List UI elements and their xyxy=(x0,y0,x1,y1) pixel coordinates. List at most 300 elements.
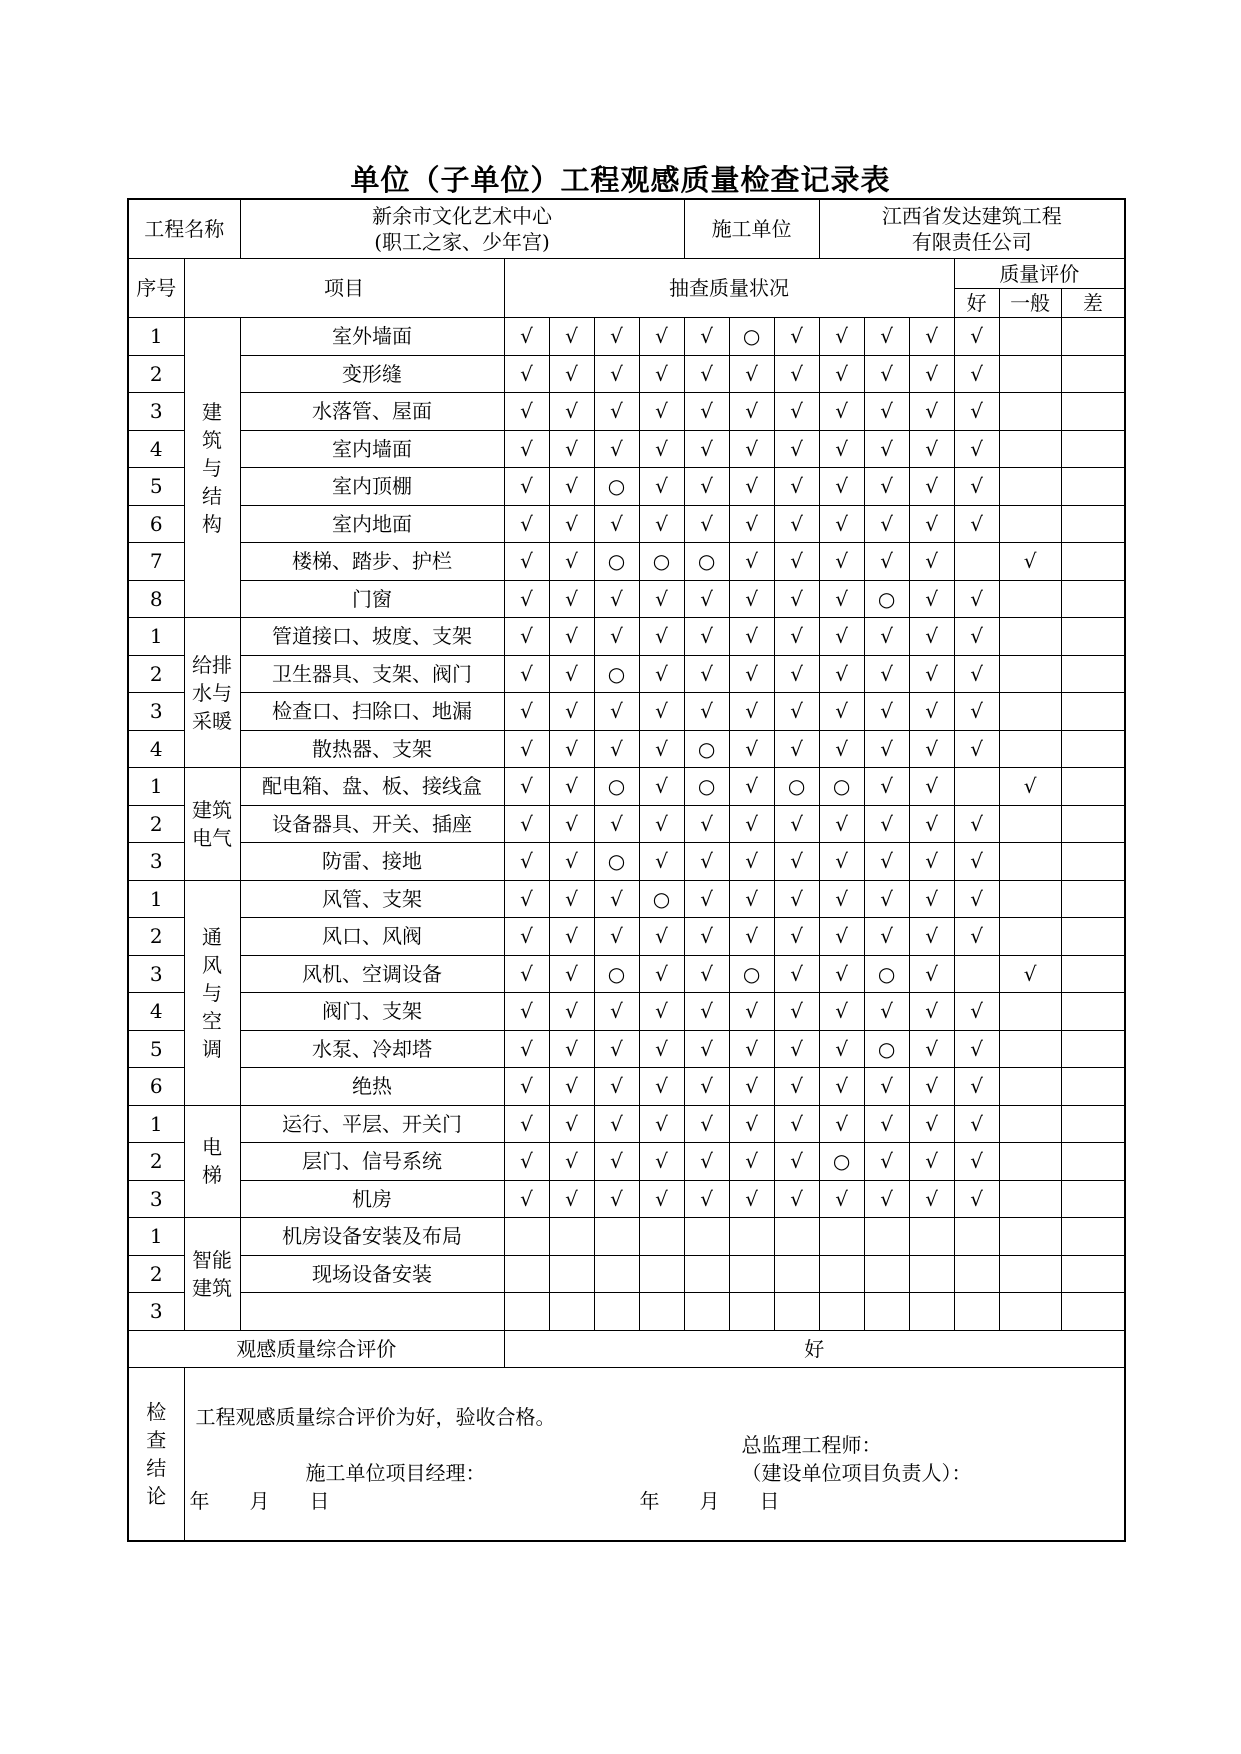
check-mark: √ xyxy=(684,918,729,956)
check-mark: √ xyxy=(639,918,684,956)
check-mark: √ xyxy=(774,355,819,393)
check-mark: √ xyxy=(819,955,864,993)
check-mark: √ xyxy=(729,580,774,618)
rating-fair: √ xyxy=(999,543,1061,581)
rating-good: √ xyxy=(954,693,999,731)
row-number: 5 xyxy=(128,468,184,506)
check-mark xyxy=(729,1293,774,1331)
check-mark: √ xyxy=(819,1068,864,1106)
rating-good: √ xyxy=(954,580,999,618)
check-mark: √ xyxy=(819,468,864,506)
check-mark: √ xyxy=(909,768,954,806)
check-mark: √ xyxy=(729,918,774,956)
check-mark: √ xyxy=(774,880,819,918)
check-mark: √ xyxy=(909,618,954,656)
check-mark: √ xyxy=(909,355,954,393)
check-mark: √ xyxy=(819,1105,864,1143)
check-mark: √ xyxy=(864,1143,909,1181)
item-name: 绝热 xyxy=(240,1068,504,1106)
check-mark: √ xyxy=(549,843,594,881)
check-mark: √ xyxy=(684,1030,729,1068)
category-cell xyxy=(184,1218,240,1331)
table-row xyxy=(128,768,1125,806)
check-mark: √ xyxy=(594,355,639,393)
item-name: 散热器、支架 xyxy=(240,730,504,768)
check-mark: √ xyxy=(504,843,549,881)
check-mark: √ xyxy=(639,1143,684,1181)
check-mark: √ xyxy=(504,355,549,393)
rating-good: √ xyxy=(954,1143,999,1181)
check-mark: √ xyxy=(549,580,594,618)
check-mark xyxy=(684,1218,729,1256)
item-name: 卫生器具、支架、阀门 xyxy=(240,655,504,693)
check-mark: ○ xyxy=(819,768,864,806)
check-mark: √ xyxy=(864,543,909,581)
rating-fair xyxy=(999,580,1061,618)
check-mark: √ xyxy=(774,843,819,881)
check-mark: ○ xyxy=(594,843,639,881)
check-mark xyxy=(774,1293,819,1331)
rating-good-header: 好 xyxy=(954,289,999,318)
check-mark: √ xyxy=(909,993,954,1031)
check-mark xyxy=(909,1218,954,1256)
check-mark: √ xyxy=(549,955,594,993)
rating-fair xyxy=(999,918,1061,956)
rating-header: 质量评价 xyxy=(954,259,1125,289)
check-mark: ○ xyxy=(864,955,909,993)
check-mark: √ xyxy=(639,805,684,843)
check-mark: √ xyxy=(504,430,549,468)
check-mark: √ xyxy=(504,993,549,1031)
row-number: 1 xyxy=(128,1218,184,1256)
check-mark: √ xyxy=(639,843,684,881)
check-mark: √ xyxy=(684,655,729,693)
rating-poor-header: 差 xyxy=(1061,289,1125,318)
row-number: 8 xyxy=(128,580,184,618)
item-name: 阀门、支架 xyxy=(240,993,504,1031)
check-mark: √ xyxy=(504,1068,549,1106)
check-mark: √ xyxy=(774,955,819,993)
check-mark: √ xyxy=(684,393,729,431)
item-name: 现场设备安装 xyxy=(240,1255,504,1293)
check-mark xyxy=(549,1255,594,1293)
row-number: 1 xyxy=(128,768,184,806)
rating-poor xyxy=(1061,993,1125,1031)
check-mark: √ xyxy=(774,993,819,1031)
row-number: 1 xyxy=(128,618,184,656)
check-mark: √ xyxy=(549,318,594,356)
check-mark: √ xyxy=(594,693,639,731)
check-mark: ○ xyxy=(639,880,684,918)
check-mark: √ xyxy=(639,1030,684,1068)
table-row xyxy=(128,580,1125,618)
rating-poor xyxy=(1061,843,1125,881)
check-mark: √ xyxy=(504,880,549,918)
rating-poor xyxy=(1061,1293,1125,1331)
item-name: 管道接口、坡度、支架 xyxy=(240,618,504,656)
date-left: 年 月 日 xyxy=(189,1488,330,1513)
check-mark: √ xyxy=(639,1105,684,1143)
check-mark: √ xyxy=(819,993,864,1031)
check-mark: √ xyxy=(909,318,954,356)
check-mark: √ xyxy=(684,468,729,506)
check-mark: √ xyxy=(864,430,909,468)
check-mark: √ xyxy=(594,430,639,468)
check-mark xyxy=(504,1293,549,1331)
builder-value xyxy=(819,199,1125,259)
check-mark: √ xyxy=(774,655,819,693)
check-mark xyxy=(819,1218,864,1256)
rating-fair xyxy=(999,430,1061,468)
check-mark: √ xyxy=(819,1030,864,1068)
check-mark: √ xyxy=(774,693,819,731)
check-mark: √ xyxy=(594,1105,639,1143)
rating-fair xyxy=(999,1255,1061,1293)
item-name: 配电箱、盘、板、接线盒 xyxy=(240,768,504,806)
check-mark: √ xyxy=(549,655,594,693)
row-number: 3 xyxy=(128,1293,184,1331)
check-mark: √ xyxy=(729,468,774,506)
check-mark: √ xyxy=(504,580,549,618)
check-mark: √ xyxy=(594,730,639,768)
category-cell xyxy=(184,768,240,881)
check-mark: √ xyxy=(639,618,684,656)
rating-poor xyxy=(1061,1030,1125,1068)
row-number: 3 xyxy=(128,955,184,993)
rating-fair xyxy=(999,355,1061,393)
check-mark: √ xyxy=(594,580,639,618)
check-mark: √ xyxy=(594,993,639,1031)
category-cell xyxy=(184,618,240,768)
category-label: 建筑与结构 xyxy=(202,399,222,536)
check-mark: ○ xyxy=(684,730,729,768)
item-name: 水落管、屋面 xyxy=(240,393,504,431)
table-row xyxy=(128,1068,1125,1106)
check-mark: √ xyxy=(774,1068,819,1106)
table-row xyxy=(128,318,1125,356)
check-mark xyxy=(639,1218,684,1256)
check-mark: √ xyxy=(504,693,549,731)
item-name: 室内墙面 xyxy=(240,430,504,468)
check-mark: ○ xyxy=(684,543,729,581)
check-mark: √ xyxy=(594,618,639,656)
check-mark: √ xyxy=(819,730,864,768)
check-mark: √ xyxy=(729,505,774,543)
rating-good: √ xyxy=(954,1030,999,1068)
row-number: 4 xyxy=(128,993,184,1031)
check-mark xyxy=(594,1293,639,1331)
rating-good: √ xyxy=(954,1068,999,1106)
check-mark: √ xyxy=(729,618,774,656)
check-mark: √ xyxy=(639,655,684,693)
rating-fair xyxy=(999,1180,1061,1218)
check-mark: √ xyxy=(729,1068,774,1106)
builder-line1: 江西省发达建筑工程 xyxy=(881,204,1062,228)
item-name: 水泵、冷却塔 xyxy=(240,1030,504,1068)
table-row xyxy=(128,505,1125,543)
check-mark: √ xyxy=(729,768,774,806)
check-mark: √ xyxy=(684,993,729,1031)
check-mark: √ xyxy=(639,1068,684,1106)
check-mark xyxy=(909,1293,954,1331)
check-mark: √ xyxy=(594,318,639,356)
check-mark: √ xyxy=(909,505,954,543)
pm-label: 施工单位项目经理： xyxy=(305,1460,486,1485)
table-row xyxy=(128,618,1125,656)
category-label: 智能建筑 xyxy=(192,1247,232,1300)
check-mark xyxy=(819,1293,864,1331)
item-name: 室外墙面 xyxy=(240,318,504,356)
table-row xyxy=(128,1180,1125,1218)
rating-good: √ xyxy=(954,1180,999,1218)
check-mark: √ xyxy=(504,768,549,806)
check-mark: √ xyxy=(684,318,729,356)
rating-poor xyxy=(1061,543,1125,581)
check-mark: √ xyxy=(774,1143,819,1181)
table-row xyxy=(128,393,1125,431)
rating-fair: √ xyxy=(999,768,1061,806)
table-row xyxy=(128,880,1125,918)
rating-poor xyxy=(1061,918,1125,956)
check-mark: √ xyxy=(774,468,819,506)
check-mark xyxy=(819,1255,864,1293)
check-mark: √ xyxy=(774,730,819,768)
rating-fair xyxy=(999,468,1061,506)
rating-fair: √ xyxy=(999,955,1061,993)
project-name-line2: (职工之家、少年宫) xyxy=(374,230,550,254)
rating-poor xyxy=(1061,880,1125,918)
check-mark: ○ xyxy=(594,655,639,693)
check-mark xyxy=(729,1218,774,1256)
check-mark: √ xyxy=(864,618,909,656)
check-mark: √ xyxy=(504,655,549,693)
check-mark: √ xyxy=(549,1180,594,1218)
check-mark: √ xyxy=(549,468,594,506)
check-mark: √ xyxy=(819,393,864,431)
check-mark: √ xyxy=(909,468,954,506)
check-mark: √ xyxy=(504,505,549,543)
row-number: 6 xyxy=(128,505,184,543)
check-mark: √ xyxy=(549,993,594,1031)
table-row xyxy=(128,430,1125,468)
check-mark: √ xyxy=(909,805,954,843)
check-mark: √ xyxy=(774,1030,819,1068)
category-label: 建筑电气 xyxy=(192,797,232,850)
check-mark: √ xyxy=(684,843,729,881)
check-mark: √ xyxy=(864,1180,909,1218)
check-mark: √ xyxy=(774,805,819,843)
check-mark xyxy=(729,1255,774,1293)
rating-fair xyxy=(999,993,1061,1031)
check-mark: √ xyxy=(774,1105,819,1143)
check-mark: √ xyxy=(729,1105,774,1143)
rating-fair xyxy=(999,618,1061,656)
check-mark: √ xyxy=(549,1068,594,1106)
row-number: 1 xyxy=(128,880,184,918)
check-mark: √ xyxy=(774,505,819,543)
check-mark: √ xyxy=(729,1143,774,1181)
check-mark: √ xyxy=(639,318,684,356)
check-mark: √ xyxy=(819,580,864,618)
row-number: 3 xyxy=(128,393,184,431)
check-mark: √ xyxy=(639,768,684,806)
check-mark: √ xyxy=(549,618,594,656)
table-row xyxy=(128,468,1125,506)
rating-fair xyxy=(999,1143,1061,1181)
rating-fair xyxy=(999,693,1061,731)
check-mark: √ xyxy=(819,355,864,393)
check-mark: √ xyxy=(819,618,864,656)
check-mark: √ xyxy=(819,505,864,543)
rating-fair xyxy=(999,393,1061,431)
check-mark: √ xyxy=(684,505,729,543)
check-mark xyxy=(639,1293,684,1331)
check-mark: √ xyxy=(684,1180,729,1218)
check-mark: √ xyxy=(864,880,909,918)
summary-label: 观感质量综合评价 xyxy=(128,1330,504,1367)
rating-poor xyxy=(1061,693,1125,731)
check-mark xyxy=(594,1218,639,1256)
table-row xyxy=(128,1105,1125,1143)
rating-fair-header: 一般 xyxy=(999,289,1061,318)
table-row xyxy=(128,1293,1125,1331)
check-mark: √ xyxy=(864,393,909,431)
check-mark: √ xyxy=(909,430,954,468)
check-mark xyxy=(504,1255,549,1293)
row-number: 1 xyxy=(128,318,184,356)
rating-poor xyxy=(1061,318,1125,356)
builder-line2: 有限责任公司 xyxy=(911,230,1032,254)
item-name: 检查口、扫除口、地漏 xyxy=(240,693,504,731)
check-mark: √ xyxy=(639,993,684,1031)
check-mark: √ xyxy=(639,505,684,543)
check-mark: √ xyxy=(639,393,684,431)
check-mark: √ xyxy=(909,880,954,918)
row-number: 2 xyxy=(128,805,184,843)
row-number: 2 xyxy=(128,655,184,693)
check-mark: √ xyxy=(909,1068,954,1106)
table-row xyxy=(128,805,1125,843)
summary-value: 好 xyxy=(504,1330,1125,1367)
table-row xyxy=(128,1255,1125,1293)
rating-good xyxy=(954,543,999,581)
owner-label: （建设单位项目负责人）： xyxy=(741,1460,972,1485)
item-name: 室内地面 xyxy=(240,505,504,543)
rating-good xyxy=(954,1218,999,1256)
check-mark: √ xyxy=(504,468,549,506)
check-mark: √ xyxy=(819,918,864,956)
rating-poor xyxy=(1061,1255,1125,1293)
check-mark: √ xyxy=(909,843,954,881)
check-mark: √ xyxy=(549,430,594,468)
check-mark: √ xyxy=(864,655,909,693)
check-mark: √ xyxy=(909,1143,954,1181)
check-mark: √ xyxy=(549,768,594,806)
rating-poor xyxy=(1061,768,1125,806)
table-row xyxy=(128,993,1125,1031)
check-mark xyxy=(774,1255,819,1293)
check-mark: √ xyxy=(504,618,549,656)
rating-good: √ xyxy=(954,468,999,506)
table-row xyxy=(128,1030,1125,1068)
check-mark: √ xyxy=(549,1143,594,1181)
item-name: 门窗 xyxy=(240,580,504,618)
check-mark xyxy=(864,1293,909,1331)
check-mark: √ xyxy=(504,1143,549,1181)
check-mark: √ xyxy=(729,805,774,843)
check-mark: √ xyxy=(549,805,594,843)
check-mark: √ xyxy=(729,843,774,881)
project-name-value xyxy=(240,199,684,259)
rating-good: √ xyxy=(954,618,999,656)
check-mark: √ xyxy=(729,355,774,393)
check-mark: ○ xyxy=(639,543,684,581)
rating-good: √ xyxy=(954,730,999,768)
check-mark: ○ xyxy=(729,955,774,993)
supervisor-label: 总监理工程师： xyxy=(741,1432,882,1457)
status-header: 抽查质量状况 xyxy=(504,259,954,318)
check-mark: ○ xyxy=(684,768,729,806)
item-name: 机房设备安装及布局 xyxy=(240,1218,504,1256)
item-name: 变形缝 xyxy=(240,355,504,393)
check-mark: √ xyxy=(729,430,774,468)
row-number: 2 xyxy=(128,1143,184,1181)
check-mark: √ xyxy=(594,1030,639,1068)
check-mark: √ xyxy=(594,805,639,843)
rating-good: √ xyxy=(954,355,999,393)
rating-fair xyxy=(999,655,1061,693)
item-name: 风管、支架 xyxy=(240,880,504,918)
check-mark: √ xyxy=(504,1180,549,1218)
check-mark: √ xyxy=(684,693,729,731)
check-mark: √ xyxy=(639,955,684,993)
rating-poor xyxy=(1061,580,1125,618)
check-mark xyxy=(549,1293,594,1331)
check-mark: √ xyxy=(864,505,909,543)
check-mark: √ xyxy=(639,355,684,393)
check-mark: √ xyxy=(909,1180,954,1218)
category-cell xyxy=(184,880,240,1105)
check-mark: √ xyxy=(684,880,729,918)
rating-fair xyxy=(999,730,1061,768)
rating-good: √ xyxy=(954,318,999,356)
rating-fair xyxy=(999,880,1061,918)
check-mark: √ xyxy=(864,318,909,356)
check-mark: √ xyxy=(819,805,864,843)
check-mark: √ xyxy=(864,993,909,1031)
item-name: 运行、平层、开关门 xyxy=(240,1105,504,1143)
seq-header: 序号 xyxy=(128,259,184,318)
rating-good xyxy=(954,1293,999,1331)
check-mark: √ xyxy=(864,468,909,506)
rating-good: √ xyxy=(954,805,999,843)
check-mark: √ xyxy=(549,543,594,581)
rating-good: √ xyxy=(954,655,999,693)
category-cell xyxy=(184,1105,240,1218)
rating-poor xyxy=(1061,1218,1125,1256)
rating-fair xyxy=(999,1218,1061,1256)
conclusion-text: 工程观感质量综合评价为好，验收合格。 xyxy=(195,1404,556,1429)
row-number: 2 xyxy=(128,918,184,956)
check-mark: √ xyxy=(729,730,774,768)
row-number: 3 xyxy=(128,1180,184,1218)
check-mark: ○ xyxy=(729,318,774,356)
check-mark: √ xyxy=(504,730,549,768)
check-mark: √ xyxy=(549,355,594,393)
check-mark: √ xyxy=(909,580,954,618)
rating-good: √ xyxy=(954,430,999,468)
check-mark: √ xyxy=(819,1180,864,1218)
